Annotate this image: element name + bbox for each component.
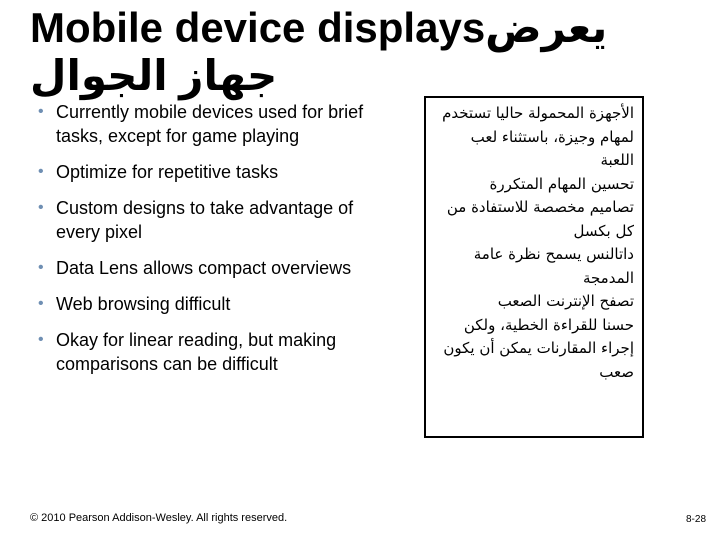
- arabic-line: إجراء المقارنات يمكن أن يكون: [443, 339, 634, 357]
- bullet-list: [38, 100, 383, 388]
- bullet-item: [38, 292, 383, 316]
- bullet-icon: •: [38, 199, 44, 216]
- arabic-line: حسنا للقراءة الخطية، ولكن: [463, 315, 634, 334]
- bullet-text: Okay for linear reading, but making comparisons can be difficult: [56, 330, 337, 374]
- bullet-text: Data Lens allows compact overviews: [56, 258, 352, 278]
- bullet-item: [38, 256, 383, 280]
- bullet-text: Optimize for repetitive tasks: [56, 162, 279, 182]
- arabic-line: المدمجة: [582, 268, 634, 287]
- arabic-translation-box: [424, 96, 644, 438]
- bullet-item: [38, 196, 383, 244]
- bullet-icon: •: [38, 259, 44, 276]
- bullet-text: Web browsing difficult: [56, 294, 231, 314]
- arabic-line: اللعبة: [600, 151, 634, 169]
- slide-title: [30, 4, 690, 100]
- bullet-icon: •: [38, 295, 44, 312]
- bullet-item: [38, 160, 383, 184]
- bullet-icon: •: [38, 331, 44, 348]
- bullet-icon: •: [38, 103, 44, 120]
- arabic-line: داتالنس يسمح نظرة عامة: [473, 245, 634, 263]
- copyright-footer: © 2010 Pearson Addison-Wesley. All rights reserved.: [30, 512, 288, 524]
- slide-title-line-2: جهاز الجوال: [30, 52, 278, 99]
- bullet-item: [38, 328, 383, 376]
- bullet-text: Custom designs to take advantage of every pixel: [56, 198, 354, 242]
- bullet-icon: •: [38, 163, 44, 180]
- slide-title-line-1: Mobile device displaysيعرض: [30, 4, 608, 51]
- arabic-line: تصفح الإنترنت الصعب: [497, 292, 634, 310]
- arabic-line: الأجهزة المحمولة حاليا تستخدم: [442, 104, 634, 122]
- arabic-line: كل بكسل: [573, 221, 634, 240]
- arabic-line: تصاميم مخصصة للاستفادة من: [446, 198, 634, 216]
- arabic-line: لمهام وجيزة، باستثناء لعب: [470, 127, 634, 146]
- bullet-item: [38, 100, 383, 148]
- bullet-text: Currently mobile devices used for brief tasks, except for game playing: [56, 102, 364, 146]
- arabic-line: صعب: [599, 362, 634, 381]
- page-number: 8-28: [685, 514, 706, 525]
- arabic-line: تحسين المهام المتكررة: [489, 174, 634, 193]
